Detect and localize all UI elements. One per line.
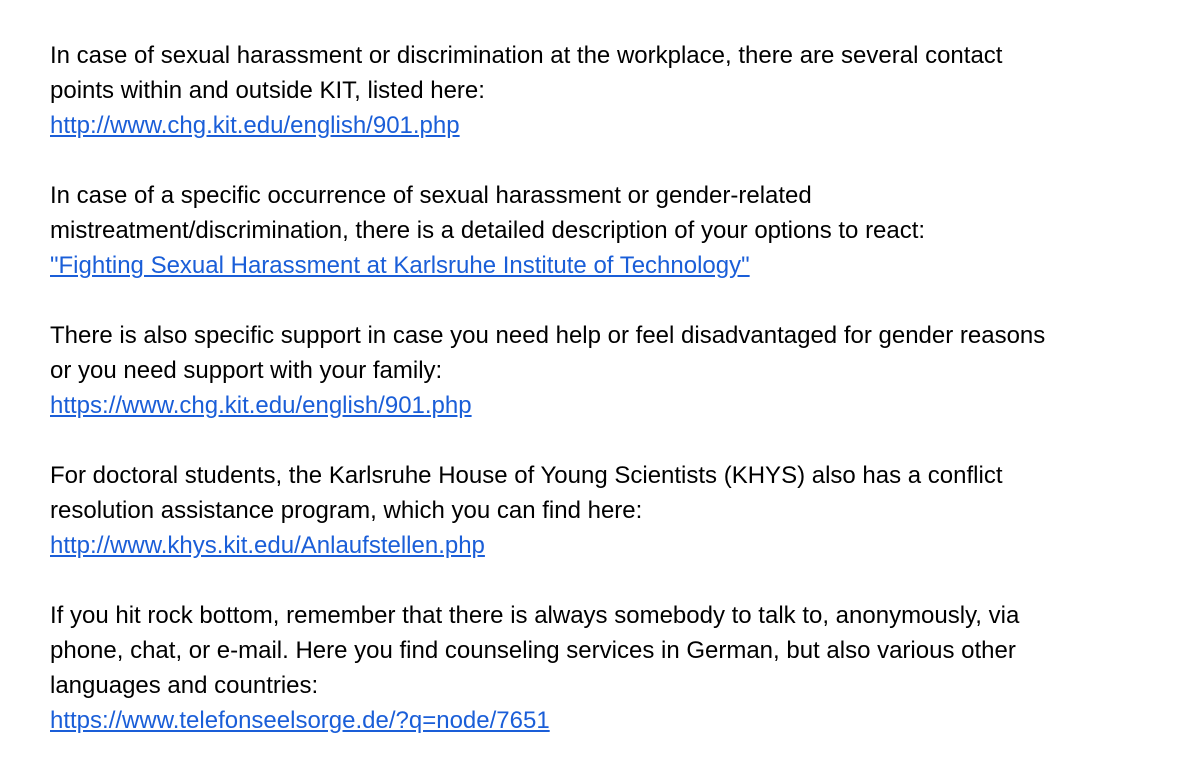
link-chg-contact-points[interactable]: http://www.chg.kit.edu/english/901.php — [50, 112, 460, 139]
paragraph-text-line: or you need support with your family: — [50, 357, 443, 384]
paragraph-text-line: mistreatment/discrimination, there is a detailed description of your options to react: — [50, 217, 926, 244]
link-chg-support[interactable]: https://www.chg.kit.edu/english/901.php — [50, 392, 472, 419]
paragraph-text-line: In case of sexual harassment or discrimination at the workplace, there are several contact — [50, 42, 1003, 69]
link-telefonseelsorge[interactable]: https://www.telefonseelsorge.de/?q=node/7651 — [50, 707, 550, 734]
paragraph-text-line: If you hit rock bottom, remember that there is always somebody to talk to, anonymously, via — [50, 602, 1020, 629]
paragraph-text-line: phone, chat, or e-mail. Here you find counseling services in German, but also various other — [50, 637, 1016, 664]
paragraph-text-line: In case of a specific occurrence of sexual harassment or gender-related — [50, 182, 812, 209]
paragraph-text-line: resolution assistance program, which you can find here: — [50, 497, 643, 524]
paragraph-gender-family-support — [50, 318, 1180, 423]
paragraph-counseling-services — [50, 598, 1180, 738]
paragraph-text-line: languages and countries: — [50, 672, 319, 699]
link-fighting-sexual-harassment[interactable]: "Fighting Sexual Harassment at Karlsruhe Institute of Technology" — [50, 252, 750, 279]
paragraph-text-line: points within and outside KIT, listed here: — [50, 77, 485, 104]
document-body — [50, 38, 1180, 738]
paragraph-khys-conflict-resolution — [50, 458, 1180, 563]
paragraph-workplace-contacts — [50, 38, 1180, 143]
link-khys-anlaufstellen[interactable]: http://www.khys.kit.edu/Anlaufstellen.php — [50, 532, 485, 559]
paragraph-text-line: For doctoral students, the Karlsruhe House of Young Scientists (KHYS) also has a conflict — [50, 462, 1003, 489]
paragraph-text-line: There is also specific support in case you need help or feel disadvantaged for gender reasons — [50, 322, 1046, 349]
paragraph-specific-occurrence — [50, 178, 1180, 283]
